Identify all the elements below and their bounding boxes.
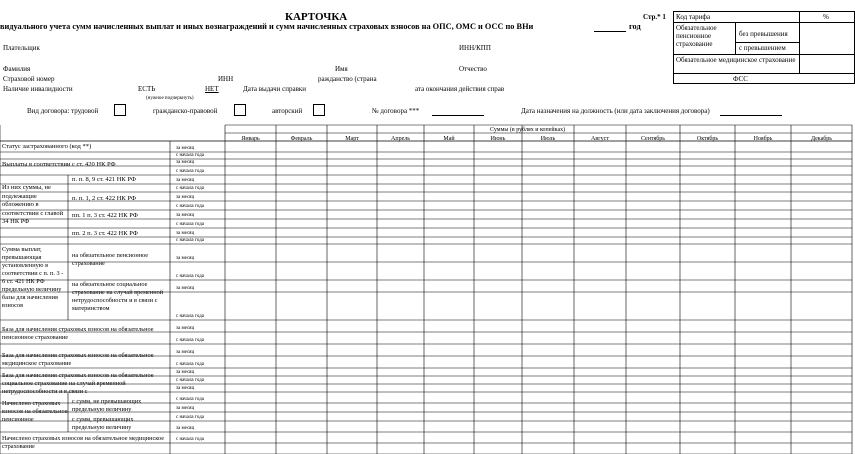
disability-label: Наличие инвалидности — [3, 85, 73, 93]
card-title: КАРТОЧКА — [285, 11, 348, 23]
period-ytd: с начала года — [176, 238, 204, 243]
citizenship-label: ражданство (страна — [318, 75, 377, 83]
tariff-code-label: Код тарифа — [676, 13, 711, 21]
name-label: Имя — [335, 65, 348, 73]
row-excluded: Из них суммы, не подлежащие обложению в соответствии с главой 34 НК РФ — [2, 184, 64, 225]
period-per-month: за месяц — [176, 386, 195, 391]
row-accrued-sub1: с сумм, не превышающих предельную величину — [72, 398, 142, 413]
sums-header: Суммы (в рублях и копейках) — [490, 127, 566, 133]
period-ytd: с начала года — [176, 169, 204, 174]
row-accrued-ops: Начислено страховых взносов на обязательное пенсионное — [2, 400, 68, 423]
appointment-date-label: Дата назначения на должность (или дата заключения договора) — [521, 107, 710, 115]
period-per-month: за месяц — [176, 195, 195, 200]
cert-date-label: Дата выдачи справки — [243, 85, 307, 93]
month-4: Апрель — [391, 136, 410, 142]
month-8: Август — [591, 136, 609, 142]
period-ytd: с начала года — [176, 153, 204, 158]
inn-label: ИНН — [218, 75, 234, 83]
inn-kpp-label: ИНН/КПП — [459, 44, 491, 52]
contract-type-label: Вид договора: трудовой — [27, 107, 99, 115]
month-3: Март — [345, 136, 359, 142]
period-per-month: за месяц — [176, 286, 195, 291]
year-label: год — [629, 22, 641, 31]
period-ytd: с начала года — [176, 222, 204, 227]
row-sub-421-8: п. п. 8, 9 ст. 421 НК РФ — [72, 176, 136, 183]
row-accrued-sub2: с сумм, превышающих предельную величину — [72, 416, 134, 431]
month-12: Декабрь — [810, 136, 833, 142]
surname-label: Фамилия — [3, 65, 31, 73]
period-per-month: за месяц — [176, 426, 195, 431]
period-ytd: с начала года — [176, 415, 204, 420]
period-per-month: за месяц — [176, 213, 195, 218]
contract-civil-label: гражданско-правовой — [153, 107, 218, 115]
period-ytd: с начала года — [176, 204, 204, 209]
row-accrued-oms: Начислено страховых взносов на обязательное медицинское страхование — [2, 435, 165, 450]
month-1: Январь — [241, 136, 260, 142]
disability-no[interactable]: НЕТ — [205, 85, 219, 93]
tariff-fss-label: ФСС — [733, 75, 748, 83]
row-base-ops: База для начисления страховых взносов на обязательное пенсионное страхование — [2, 326, 154, 341]
period-per-month: за месяц — [176, 256, 195, 261]
period-per-month: за месяц — [176, 326, 195, 331]
tariff-with-excess: с превышением — [739, 44, 786, 52]
disability-yes[interactable]: ЕСТЬ — [138, 85, 156, 93]
period-ytd: с начала года — [176, 274, 204, 279]
period-ytd: с начала года — [176, 397, 204, 402]
patronymic-label: Отчество — [459, 65, 487, 73]
row-payments: Выплаты в соответствии с ст. 420 НК РФ — [2, 161, 116, 168]
row-excess: Сумма выплат, превышающая установленную в соответствии с п. п. 3 - 6 ст. 421 НК РФ предельную величину базы для начисления взносов — [2, 246, 64, 309]
contract-author-label: авторский — [272, 107, 303, 115]
tariff-ops-label: Обязательное пенсионное страхование — [676, 24, 717, 48]
row-base-oms: База для начисления страховых взносов на обязательное медицинское страхование — [2, 352, 154, 367]
month-11: Ноябрь — [753, 136, 773, 142]
row-sub-422-2: пп. 2 п. 3 ст. 422 НК РФ — [72, 230, 138, 237]
period-per-month: за месяц — [176, 231, 195, 236]
cert-end-label: ата окончания действия справ — [415, 85, 505, 93]
tariff-percent: % — [823, 13, 829, 21]
period-ytd: с начала года — [176, 378, 204, 383]
underline-hint: (нужное подчеркнуть) — [146, 96, 194, 101]
tariff-without-excess: без превышения — [739, 30, 788, 38]
month-6: Июнь — [490, 136, 506, 142]
month-10: Октябрь — [696, 136, 719, 142]
period-per-month: за месяц — [176, 178, 195, 183]
period-per-month: за месяц — [176, 370, 195, 375]
period-ytd: с начала года — [176, 186, 204, 191]
contract-number-label: № договора *** — [372, 107, 420, 115]
card-subtitle: видуального учета сумм начисленных выплат и иных вознаграждений и сумм начисленных страховых взносов на ОПС, ОМС и ОСС по ВНи — [0, 22, 534, 31]
page-number: Стр.* 1 — [643, 13, 666, 21]
period-ytd: с начала года — [176, 314, 204, 319]
month-7: Июль — [540, 136, 556, 142]
row-excess-ops: на обязательное пенсионное страхование — [72, 252, 149, 267]
period-ytd: с начала года — [176, 362, 204, 367]
period-per-month: за месяц — [176, 350, 195, 355]
row-sub-422-1: п. п. 1, 2 ст. 422 НК РФ — [72, 195, 136, 202]
tariff-oms-label: Обязательное медицинское страхование — [676, 56, 796, 64]
payer-label: Плательщик — [3, 44, 40, 52]
month-5: Май — [443, 136, 455, 142]
insurance-number-label: Страховой номер — [3, 75, 55, 83]
month-9: Сентябрь — [640, 136, 666, 142]
period-per-month: за месяц — [176, 146, 195, 151]
row-base-oss: База для начисления страховых взносов на обязательное социальное страхование на случай временной нетрудоспособности и в связи с — [2, 372, 154, 395]
period-ytd: с начала года — [176, 437, 204, 442]
month-2: Февраль — [290, 136, 313, 142]
period-per-month: за месяц — [176, 160, 195, 165]
period-ytd: с начала года — [176, 338, 204, 343]
row-excess-oss: на обязательное социальное страхование на случай временной нетрудоспособности и в связи с материнством — [72, 281, 164, 312]
period-per-month: за месяц — [176, 406, 195, 411]
row-sub-422-3: пп. 1 п. 3 ст. 422 НК РФ — [72, 212, 138, 219]
row-status: Статус застрахованного (код **) — [2, 143, 92, 150]
